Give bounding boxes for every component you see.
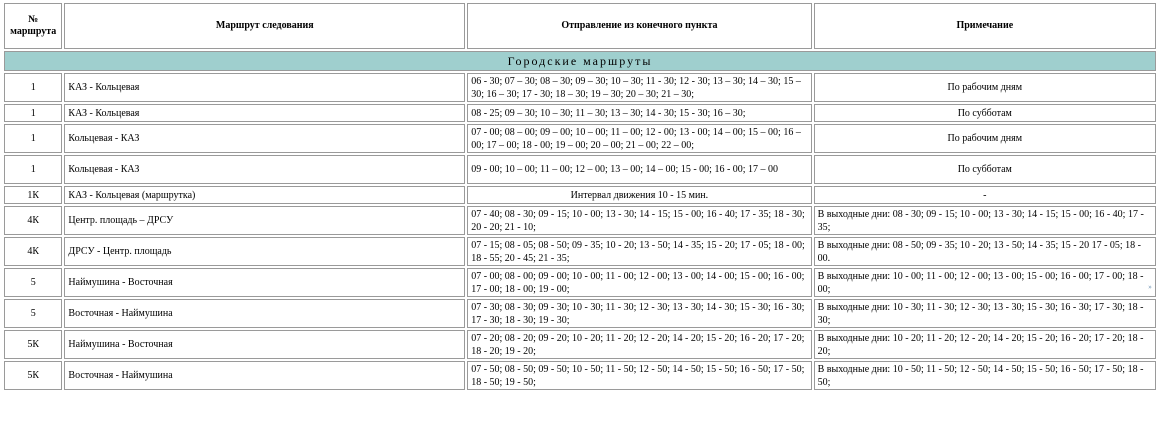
route-name: Центр. площадь – ДРСУ [64,206,465,235]
table-row [4,330,1156,359]
departure-times: 08 - 25; 09 – 30; 10 – 30; 11 – 30; 13 – 30; 14 - 30; 15 - 30; 16 – 30; [467,104,811,122]
route-name: КАЗ - Кольцевая (маршрутка) [64,186,465,204]
departure-times: 09 - 00; 10 – 00; 11 – 00; 12 – 00; 13 – 00; 14 – 00; 15 - 00; 16 - 00; 17 – 00 [467,155,811,184]
table-row [4,237,1156,266]
route-number: 5 [4,268,62,297]
table-row [4,104,1156,122]
header-departure: Отправление из конечного пункта [467,3,811,49]
route-number: 1 [4,124,62,153]
header-route: Маршрут следования [64,3,465,49]
table-row [4,186,1156,204]
header-num-symbol: № [28,14,39,25]
route-note: По субботам [814,104,1156,122]
route-name: КАЗ - Кольцевая [64,73,465,102]
route-number: 5К [4,361,62,390]
expand-arrow-icon[interactable]: » [1148,283,1152,291]
route-number: 1 [4,73,62,102]
table-row [4,124,1156,153]
route-note: По рабочим дням [814,73,1156,102]
table-row [4,73,1156,102]
route-number: 5К [4,330,62,359]
route-name: ДРСУ - Центр. площадь [64,237,465,266]
route-name: Наймушина - Восточная [64,330,465,359]
departure-times: 07 - 40; 08 - 30; 09 - 15; 10 - 00; 13 - 30; 14 - 15; 15 - 00; 16 - 40; 17 - 35; 18 - 30; 20 - 20; 21 - 10; [467,206,811,235]
route-number: 1 [4,104,62,122]
route-name: Кольцевая - КАЗ [64,155,465,184]
departure-times: Интервал движения 10 - 15 мин. [467,186,811,204]
table-row [4,361,1156,390]
departure-times: 07 - 50; 08 - 50; 09 - 50; 10 - 50; 11 - 50; 12 - 50; 14 - 50; 15 - 50; 16 - 50; 17 - 50; 18 - 50; 19 - 50; [467,361,811,390]
route-note: - [814,186,1156,204]
route-name: КАЗ - Кольцевая [64,104,465,122]
route-name: Кольцевая - КАЗ [64,124,465,153]
departure-times: 07 - 00; 08 – 00; 09 – 00; 10 – 00; 11 – 00; 12 - 00; 13 - 00; 14 – 00; 15 – 00; 16 – 00; 17 – 00; 18 - 00; 19 – 00; 20 – 00; 21 – 00; 22 – 00; [467,124,811,153]
table-row [4,268,1156,297]
departure-times: 07 - 15; 08 - 05; 08 - 50; 09 - 35; 10 - 20; 13 - 50; 14 - 35; 15 - 20; 17 - 05; 18 - 00; 18 - 55; 20 - 45; 21 - 35; [467,237,811,266]
schedule-table [2,1,1158,392]
route-number: 5 [4,299,62,328]
route-note: По субботам [814,155,1156,184]
departure-times: 07 - 00; 08 - 00; 09 - 00; 10 - 00; 11 - 00; 12 - 00; 13 - 00; 14 - 00; 15 - 00; 16 - 00; 17 - 00; 18 - 00; 19 - 00; [467,268,811,297]
route-number: 1К [4,186,62,204]
header-note: Примечание [814,3,1156,49]
route-name: Восточная - Наймушина [64,361,465,390]
header-row [4,3,1156,49]
departure-times: 07 - 20; 08 - 20; 09 - 20; 10 - 20; 11 - 20; 12 - 20; 14 - 20; 15 - 20; 16 - 20; 17 - 20; 18 - 20; 19 - 20; [467,330,811,359]
table-row [4,155,1156,184]
route-note: В выходные дни: 10 - 00; 11 - 00; 12 - 00; 13 - 00; 15 - 00; 16 - 00; 17 - 00; 18 - 00; [814,268,1156,297]
header-num-label: маршрута [10,26,57,37]
table-row [4,206,1156,235]
route-note: В выходные дни: 08 - 50; 09 - 35; 10 - 20; 13 - 50; 14 - 35; 15 - 20 17 - 05; 18 - 00. [814,237,1156,266]
section-row [4,51,1156,71]
header-route-number [4,3,62,49]
route-note: В выходные дни: 10 - 50; 11 - 50; 12 - 50; 14 - 50; 15 - 50; 16 - 50; 17 - 50; 18 - 50; [814,361,1156,390]
departure-times: 07 - 30; 08 - 30; 09 - 30; 10 - 30; 11 - 30; 12 - 30; 13 - 30; 14 - 30; 15 - 30; 16 - 30; 17 - 30; 18 - 30; 19 - 30; [467,299,811,328]
route-number: 4К [4,206,62,235]
route-note: В выходные дни: 10 - 30; 11 - 30; 12 - 30; 13 - 30; 15 - 30; 16 - 30; 17 - 30; 18 - 30; [814,299,1156,328]
route-number: 1 [4,155,62,184]
route-note: В выходные дни: 10 - 20; 11 - 20; 12 - 20; 14 - 20; 15 - 20; 16 - 20; 17 - 20; 18 - 20; [814,330,1156,359]
route-note: В выходные дни: 08 - 30; 09 - 15; 10 - 00; 13 - 30; 14 - 15; 15 - 00; 16 - 40; 17 - 35; [814,206,1156,235]
route-name: Восточная - Наймушина [64,299,465,328]
table-row [4,299,1156,328]
route-name: Наймушина - Восточная [64,268,465,297]
route-note: По рабочим дням [814,124,1156,153]
route-number: 4К [4,237,62,266]
departure-times: 06 - 30; 07 – 30; 08 – 30; 09 – 30; 10 – 30; 11 - 30; 12 - 30; 13 – 30; 14 – 30; 15 – 30; 16 – 30; 17 - 30; 18 – 30; 19 – 30; 20 – 30; 21 – 30; [467,73,811,102]
section-title: Городские маршруты [4,51,1156,71]
